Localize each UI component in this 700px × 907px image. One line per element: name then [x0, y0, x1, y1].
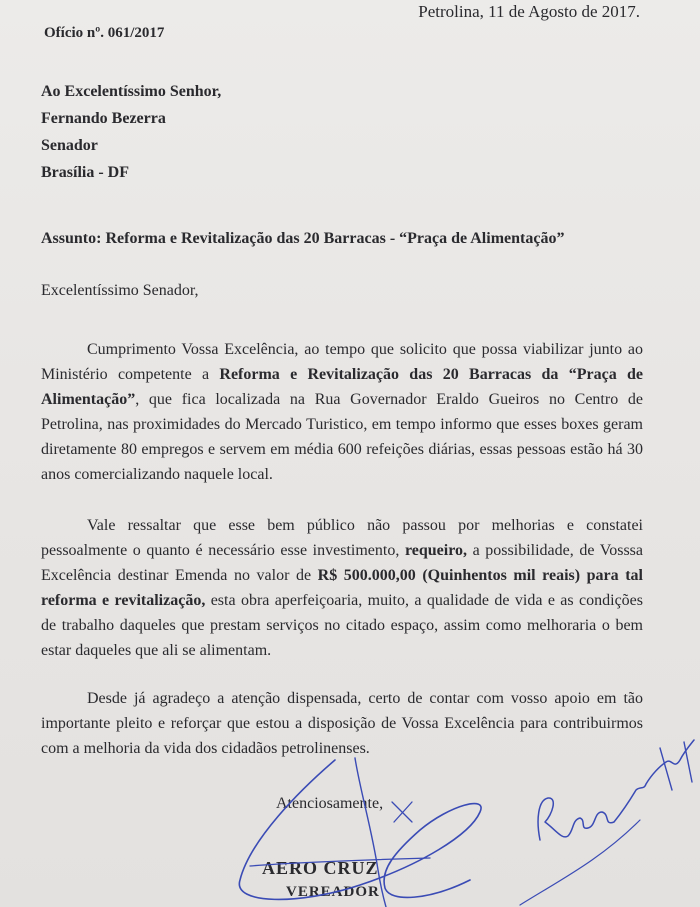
- signer-role: VEREADOR: [286, 884, 380, 900]
- body-paragraph-1: [41, 337, 643, 487]
- recipient-title: Senador: [41, 137, 98, 154]
- p1-text-a: Cumprimento Vossa Excelência, ao tempo que solicito que possa viabilizar junto ao Ministério competente a: [41, 341, 643, 383]
- body-paragraph-3: Desde já agradeço a atenção dispensada, certo de contar com vosso apoio em tão importante pleito e reforçar que estou a disposição de Vossa Excelência para contribuirmos com a melhoria da vida dos cidadãos petrolinenses.: [41, 690, 643, 757]
- signature-stroke-4: [392, 802, 412, 822]
- recipient-name: Fernando Bezerra: [41, 110, 166, 127]
- letter-subject: Assunto: Reforma e Revitalização das 20 Barracas - “Praça de Alimentação”: [41, 230, 565, 247]
- recipient-greeting: Ao Excelentíssimo Senhor,: [41, 83, 222, 100]
- p2-text-e: esta obra aperfeiçoaria, muito, a qualidade de vida e as condições de trabalho daqueles que prestam serviços no citado espaço, assim como melhoraria o bem estar daqueles que ali se alimentam.: [41, 592, 643, 659]
- receipt-note-stroke-2: [660, 742, 692, 790]
- letter-reference-number: Ofício nº. 061/2017: [44, 25, 165, 41]
- p2-text-amount: R$ 500.000,00 (Quinhentos mil reais) para tal reforma e revitalização,: [41, 567, 643, 609]
- p2-text-requeiro: requeiro,: [404, 542, 468, 559]
- p1-text-bold: Reforma e Revitalização das 20 Barracas da “Praça de Alimentação”: [41, 366, 643, 408]
- p2-text-c: a possibilidade, de Vosssa Excelência destinar Emenda no valor de: [41, 542, 644, 584]
- p1-text-c: , que fica localizada na Rua Governador Eraldo Gueiros no Centro de Petrolina, nas proximidades do Mercado Turistico, em tempo informo que esses boxes geram diretamente 80 empregos e servem em média 600 refeições diárias, essas pessoas estão há 30 anos comercializando naquele local.: [41, 391, 643, 483]
- signer-name: AERO CRUZ: [262, 858, 379, 878]
- letter-salutation: Excelentíssimo Senador,: [41, 282, 199, 299]
- body-paragraph-2: [41, 513, 643, 663]
- receipt-note-stroke-3: [520, 820, 640, 905]
- p2-text-a: Vale ressaltar que esse bem público não passou por melhorias e constatei pessoalmente o quanto é necessário esse investimento,: [41, 517, 643, 559]
- recipient-location: Brasília - DF: [41, 164, 129, 181]
- closing-text: Atenciosamente,: [276, 795, 384, 812]
- letter-date: Petrolina, 11 de Agosto de 2017.: [418, 2, 640, 21]
